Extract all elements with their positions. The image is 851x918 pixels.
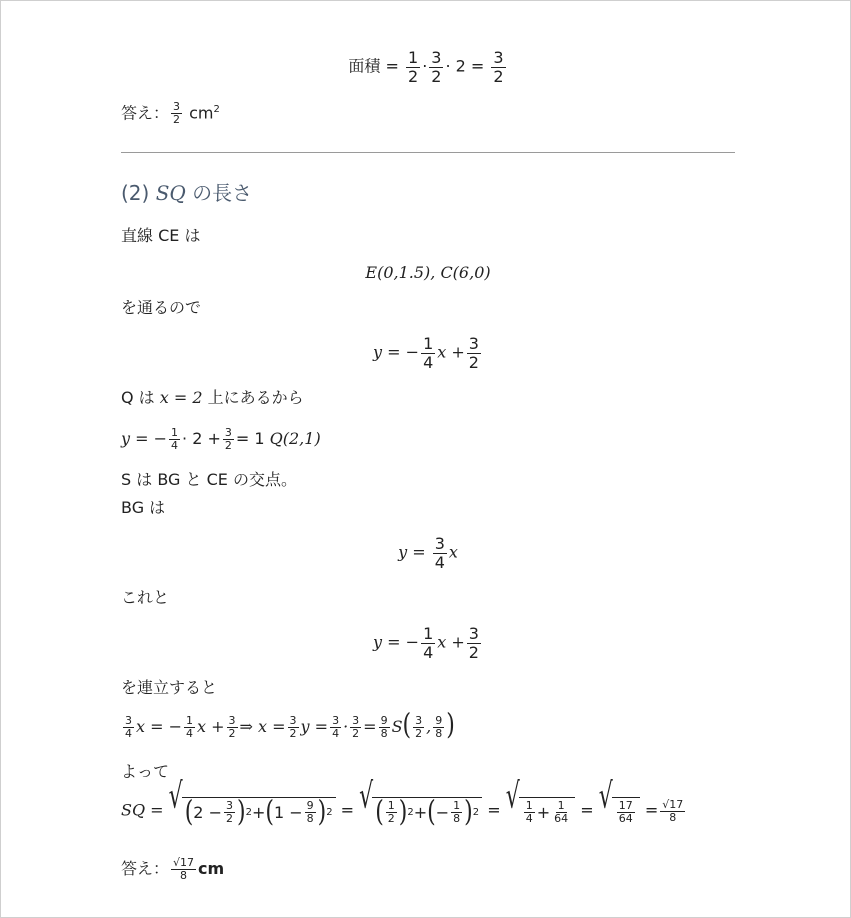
sqrt: √ $\frac{17}{64}$: [599, 797, 640, 825]
sq-calc: SQ = √ ( 2 − $\frac{3}{2}$ ) 2 + ( 1 − $\frac{9}{8}$ ) 2 = √ ( $\frac{1}{2}$ ) 2 + ( − $\frac{1}{8}$ ) 2 = √ $\frac{1}{4}$ + $\frac{1}{64}$ = √ $\frac{17}{64}$ = $\frac{√17}{8}$: [121, 776, 684, 829]
ce-equation: y = − $\frac{1}{4}$ x + $\frac{3}{2}$: [373, 334, 479, 372]
therefore: よって: [121, 762, 170, 781]
sqrt: √ $\frac{1}{4}$ + $\frac{1}{64}$: [506, 797, 575, 825]
section-heading: (2) SQ の長さ: [121, 181, 253, 205]
answer-2: 答え： $\frac{√17}{8}$ cm: [121, 856, 225, 883]
sqrt: √ ( $\frac{1}{2}$ ) 2 + ( − $\frac{1}{8}$ ) 2: [359, 797, 482, 825]
divider: [121, 152, 735, 153]
bg-equation: y = $\frac{3}{4}$ x: [398, 534, 458, 572]
passes-text: を通るので: [121, 298, 202, 317]
frac: $\frac{3}{2}$: [431, 48, 442, 86]
solve-text: を連立すると: [121, 678, 218, 697]
frac: $\frac{1}{2}$: [408, 48, 419, 86]
answer-1: 答え： $\frac{3}{2}$ $cm^2$: [121, 100, 220, 127]
ce-equation-2: y = − $\frac{1}{4}$ x + $\frac{3}{2}$: [373, 624, 479, 662]
frac: $\frac{3}{2}$: [493, 48, 504, 86]
q-calc: y = − $\frac{1}{4}$ · 2 + $\frac{3}{2}$ = 1 Q(2,1): [121, 426, 321, 453]
s-intro: S は BG と CE の交点。: [121, 470, 297, 489]
solve-line: $\frac{3}{4}$ x = − $\frac{1}{4}$ x + $\frac{3}{2}$ ⇒ x = $\frac{3}{2}$ y = $\frac{3}{4}$ · $\frac{3}{2}$ = $\frac{9}{8}$ S( $\frac{3}{2}$ , $\frac{9}{8}$ ): [125, 709, 455, 742]
sqrt: √ ( 2 − $\frac{3}{2}$ ) 2 + ( 1 − $\frac{9}{8}$ ) 2: [169, 797, 336, 825]
q-line: Q は x = 2 上にあるから: [121, 388, 304, 407]
line-ce-intro: 直線 CE は: [121, 226, 201, 245]
bg-intro: BG は: [121, 498, 166, 517]
points-ce: E(0,1.5), C(6,0): [365, 263, 491, 282]
area-label: 面積: [348, 56, 381, 76]
with-this: これと: [121, 588, 170, 607]
area-formula: 面積 = $\frac{1}{2}$ · $\frac{3}{2}$ · 2 = $\frac{3}{2}$: [348, 48, 504, 86]
